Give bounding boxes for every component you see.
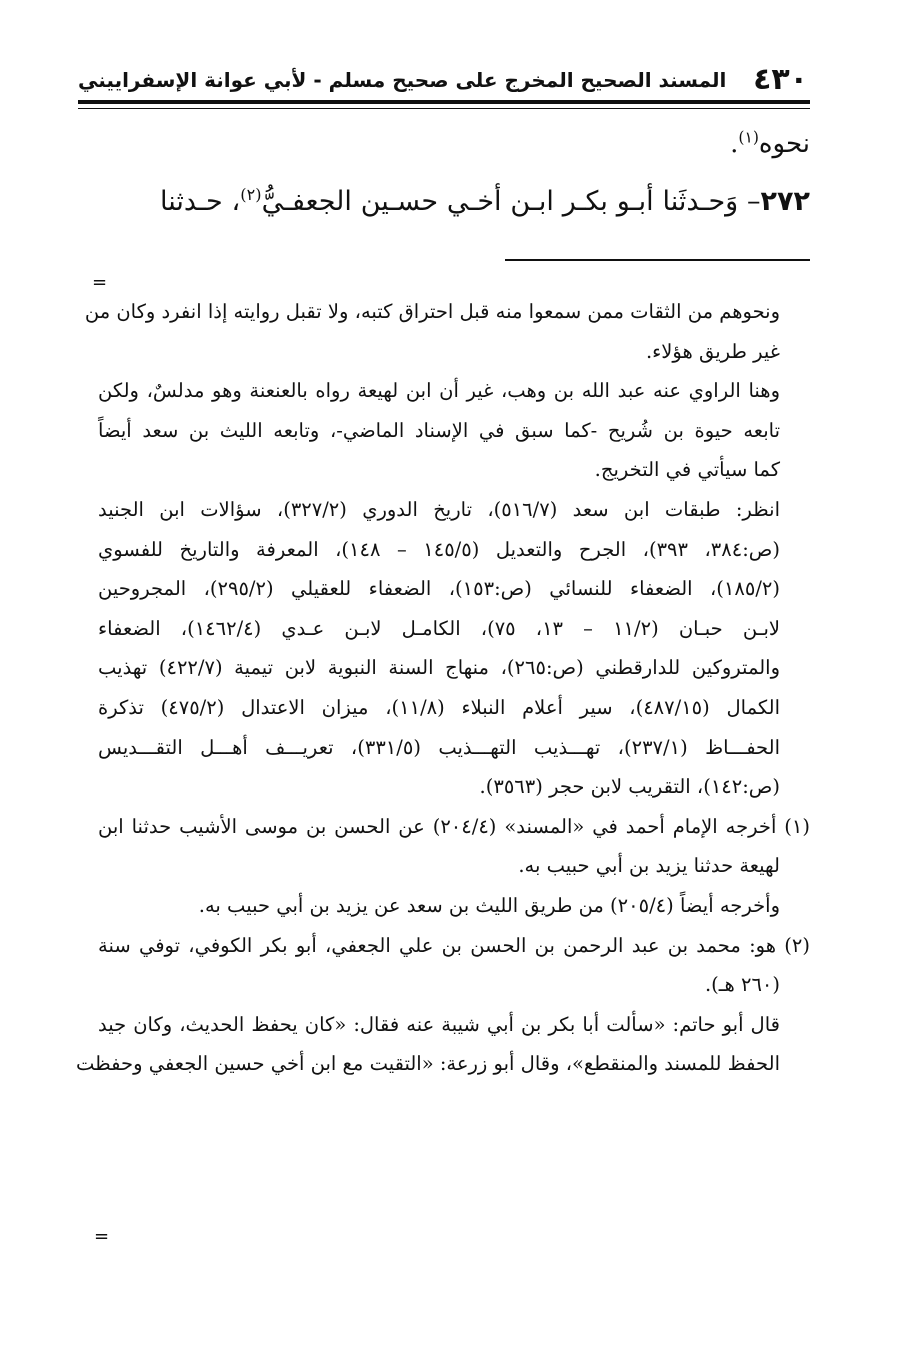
footnote-line: كما سيأتي في التخريج. [594,458,780,482]
footnote-line: (ص:٣٨٤، ٣٩٣)، الجرح والتعديل (١٤٥/٥ – ١٤٨)، المعرفة والتاريخ للفسوي [98,537,780,561]
footnote-line: انظر: طبقات ابن سعد (٥١٦/٧)، تاريخ الدوري (٣٢٧/٢)، سؤالات ابن الجنيد [98,497,780,521]
footnote-line: (١٨٥/٢)، الضعفاء للنسائي (ص:١٥٣)، الضعفاء للعقيلي (٢٩٥/٢)، المجروحين [98,577,780,601]
footnote-2-line: (٢٦٠ هـ). [704,973,780,997]
footnote-2-line: قال أبو حاتم: «سألت أبا بكر بن أبي شيبة عنه فقال: «كان يحفظ الحديث، وكان جيد [98,1012,780,1036]
footnote-line: تابعه حيوة بن شُريح -كما سبق في الإسناد الماضي-، وتابعه الليث بن سعد أيضاً [98,418,780,442]
footnote-line: والمتروكين للدارقطني (ص:٢٦٥)، منهاج السنة النبوية لابن تيمية (٤٢٢/٧) تهذيب [98,656,780,680]
hadith-text-b: ، حـدثنا [160,186,241,217]
previous-hadith-text: نحوه [758,129,810,159]
continuation-mark-top: = [92,272,108,293]
footnote-line: غير طريق هؤلاء. [645,339,780,363]
footnote-line: وهنا الراوي عنه عبد الله بن وهب، غير أن ابن لهيعة رواه بالعنعنة وهو مدلسٌ، ولكن [98,379,780,403]
footnote-2-line: الحفظ للمسند والمنقطع»، وقال أبو زرعة: «التقيت مع ابن أخي حسين الجعفي وحفظت [76,1052,780,1076]
header-rule-thick [78,100,810,104]
footnote-line: لابـن حبـان (١١/٢ – ١٣، ٧٥)، الكامـل لابـن عـدي (١٤٦٢/٤)، الضعفاء [98,616,780,640]
page-header [78,58,808,98]
footnote-1-line: (١) أخرجه الإمام أحمد في «المسند» (٢٠٤/٤) عن الحسن بن موسى الأشيب حدثنا ابن [98,814,810,838]
footnote-line: ونحوهم من الثقات ممن سمعوا منه قبل احتراق كتبه، ولا تقبل روايته إذا انفرد وكان من [84,300,780,323]
footnote-line: الكمال (٤٨٧/١٥)، سير أعلام النبلاء (١١/٨)، ميزان الاعتدال (٤٧٥/٢) تذكرة [98,695,780,719]
hadith-number: ٢٧٢ [760,186,810,217]
footnote-ref-1: (١) [738,128,759,147]
running-title: المسند الصحيح المخرج على صحيح مسلم - لأبي عوانة الإسفراييني [78,68,727,92]
footnote-line: الحفـــاظ (٢٣٧/١)، تهـــذيب التهـــذيب (٣٣١/٥)، تعريـــف أهـــل التقـــديس [98,735,780,759]
full-stop: . [730,129,739,159]
continuation-mark-bottom: = [94,1226,110,1247]
footnotes [76,292,810,1084]
page-number: ٤٣٠ [753,62,808,97]
header-rule-thin [78,108,810,109]
footnote-separator [505,259,810,261]
previous-hadith-ending [730,122,810,166]
footnote-line: (ص:١٤٢)، التقريب لابن حجر (٣٥٦٣). [479,775,780,799]
footnote-ref-2: (٢) [240,185,262,204]
hadith-text-a: – وَحـدثَنا أبـو بكـر ابـن أخـي حسـين الجعفـيُّ [261,186,761,217]
footnote-1-line: لهيعة حدثنا يزيد بن أبي حبيب به. [518,854,780,878]
footnote-1-line: وأخرجه أيضاً (٢٠٥/٤) من طريق الليث بن سعد عن يزيد بن أبي حبيب به. [198,893,780,917]
hadith-272 [160,176,810,228]
footnote-2-line: (٢) هو: محمد بن عبد الرحمن بن الحسن بن علي الجعفي، أبو بكر الكوفي، توفي سنة [98,933,810,957]
